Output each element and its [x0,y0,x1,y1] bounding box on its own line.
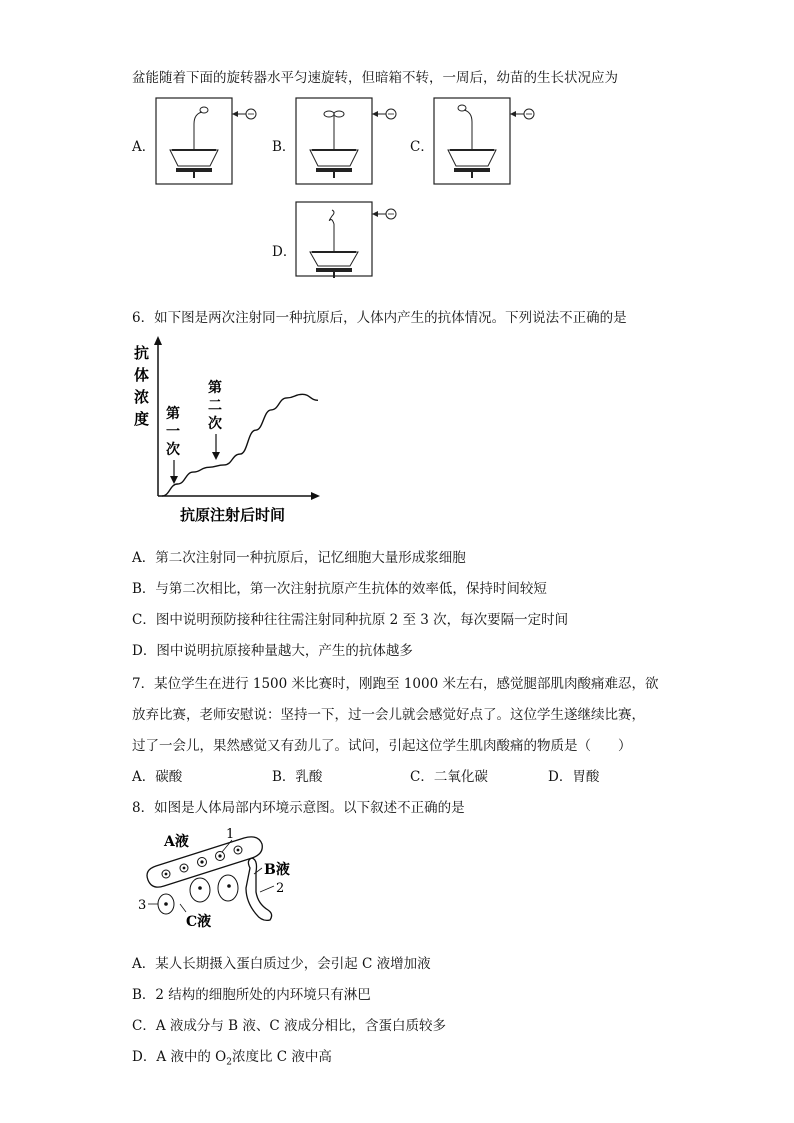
q8-label-2: 2 [276,881,285,896]
q8-label-3: 3 [138,898,147,913]
q8-figure [134,822,314,932]
q7-option-a: A．碳酸 [132,769,183,785]
q6-chart-series-line [162,394,318,496]
q8-tissue-cell [190,878,210,902]
q6-annot-first-3: 次 [166,442,180,458]
q6-ylabel-char: 体 [134,366,150,384]
q5-option-b-label: B． [272,139,296,155]
q5-figure-c [432,96,542,188]
q7-option-c: C．二氧化碳 [410,769,488,785]
q8-option-d-sub: 2 [226,1057,232,1068]
q6-annot-first-1: 第 [166,406,180,422]
q8-option-a: A．某人长期摄入蛋白质过少，会引起 C 液增加液 [132,956,431,972]
q6-option-c: C．图中说明预防接种往往需注射同种抗原 2 至 3 次，每次要隔一定时间 [132,612,569,628]
q6-chart-x-arrow [311,492,320,500]
q6-chart-ylabel-4 [134,410,149,428]
q5-option-c-label: C． [410,139,434,155]
q7-option-b: B．乳酸 [272,769,323,785]
q8-option-d [132,1045,332,1068]
q5-figure-a [154,96,264,188]
q6-annot-second-2: 二 [208,398,222,414]
q6-chart-y-arrow [154,336,162,345]
q8-tissue-cell [218,875,238,901]
q8-label-1: 1 [226,827,235,842]
q7-line-1: 7．某位学生在进行 1500 米比赛时，刚跑至 1000 米左右，感觉腿部肌肉酸痛难忍，欲 [132,676,659,692]
q8-option-c: C．A 液成分与 B 液、C 液成分相比，含蛋白质较多 [132,1018,446,1034]
q6-chart-ylabel-1 [134,344,149,362]
q5-option-d-label: D． [272,244,297,260]
q8-stem: 8．如图是人体局部内环境示意图。以下叙述不正确的是 [132,800,465,816]
q5-figure-d [294,200,404,292]
q8-option-d-pre: D．A 液中的 O [132,1049,227,1065]
q6-option-d: D．图中说明抗原接种量越大，产生的抗体越多 [132,643,413,659]
q8-label-b: B液 [264,862,290,878]
q6-ylabel-char: 抗 [134,344,150,362]
q6-ylabel-char: 度 [134,410,150,428]
q5-option-a-label: A． [132,139,156,155]
q6-annot-second-3: 次 [208,416,222,432]
q6-ylabel-char: 浓 [134,388,150,406]
q6-option-b: B．与第二次相比，第一次注射抗原产生抗体的效率低，保持时间较短 [132,581,547,597]
q5-figure-b [294,96,404,188]
q5-stem: 盆能随着下面的旋转器水平匀速旋转，但暗箱不转，一周后，幼苗的生长状况应为 [132,70,618,86]
q7-line-2: 放弃比赛，老师安慰说：坚持一下，过一会儿就会感觉好点了。这位学生遂继续比赛， [132,707,645,723]
q6-annot-second-arrowhead [212,452,220,460]
q7-line-3: 过了一会儿，果然感觉又有劲儿了。试问，引起这位学生肌肉酸痛的物质是（ ） [132,738,632,754]
q6-chart [132,336,332,526]
q7-option-d: D．胃酸 [548,769,600,785]
q8-option-d-post: 浓度比 C 液中高 [231,1049,332,1065]
q6-chart-ylabel-2 [134,366,149,384]
q8-option-b: B．2 结构的细胞所处的内环境只有淋巴 [132,987,371,1003]
q6-annot-first-arrowhead [170,476,178,484]
q8-label-c: C液 [186,914,212,930]
q6-annot-second-1: 第 [208,380,222,396]
q6-chart-ylabel-3 [134,388,149,406]
q6-option-a: A．第二次注射同一种抗原后，记忆细胞大量形成浆细胞 [132,550,466,566]
q6-annot-first-2: 一 [166,424,180,440]
q6-stem: 6．如下图是两次注射同一种抗原后，人体内产生的抗体情况。下列说法不正确的是 [132,310,627,326]
q6-chart-xlabel: 抗原注射后时间 [180,506,286,524]
q8-label-a: A液 [164,834,189,850]
